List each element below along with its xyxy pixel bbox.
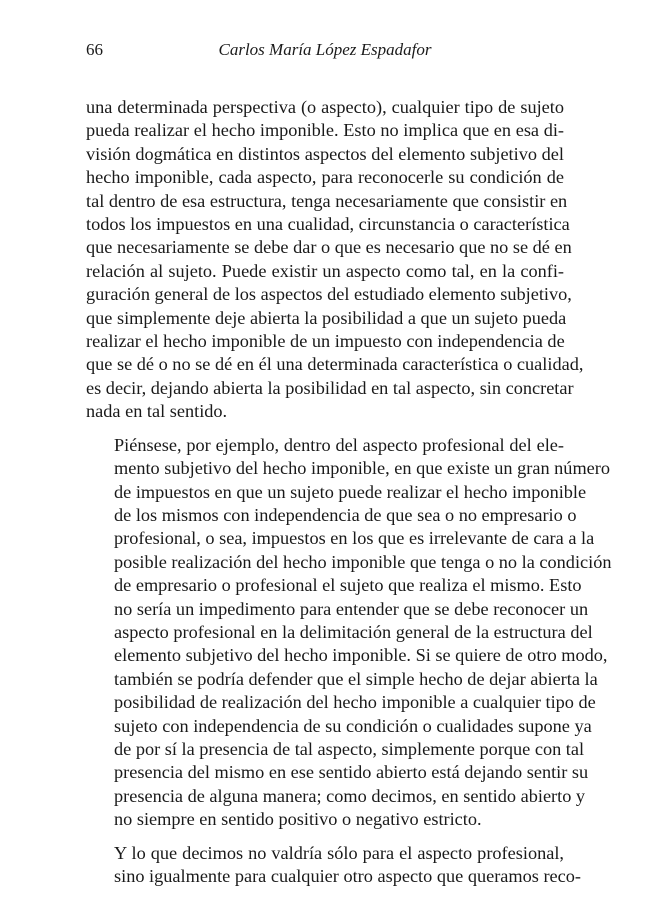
text-line: que se dé o no se dé en él una determinada característica o cualidad, [86, 354, 584, 375]
text-line: relación al sujeto. Puede existir un aspecto como tal, en la confi- [86, 260, 564, 281]
text-line: tal dentro de esa estructura, tenga necesariamente que consistir en [86, 190, 568, 211]
text-line: hecho imponible, cada aspecto, para reconocerle su condición de [86, 167, 564, 188]
text-line: de los mismos con independencia de que sea o no empresario o [114, 504, 577, 525]
body-text [86, 96, 612, 888]
text-line: de impuestos en que un sujeto puede realizar el hecho imponible [114, 481, 587, 502]
text-line: de empresario o profesional el sujeto que realiza el mismo. Esto [114, 575, 582, 596]
text-line: Y lo que decimos no valdría sólo para el aspecto profesional, [114, 842, 564, 863]
text-line: que simplemente deje abierta la posibilidad a que un sujeto pueda [86, 307, 567, 328]
running-header [86, 40, 564, 62]
text-line: no siempre en sentido positivo o negativo estricto. [114, 809, 482, 830]
text-line: de por sí la presencia de tal aspecto, simplemente porque con tal [114, 738, 585, 759]
text-line: que necesariamente se debe dar o que es necesario que no se dé en [86, 237, 572, 258]
text-line: elemento subjetivo del hecho imponible. Si se quiere de otro modo, [114, 645, 608, 666]
text-line: presencia del mismo en ese sentido abierto está dejando sentir su [114, 762, 589, 783]
text-line: presencia de alguna manera; como decimos, en sentido abierto y [114, 785, 586, 806]
text-line: aspecto profesional en la delimitación general de la estructura del [114, 621, 593, 642]
text-line: guración general de los aspectos del estudiado elemento subjetivo, [86, 284, 572, 305]
text-line: sino igualmente para cualquier otro aspecto que queramos reco- [114, 866, 582, 886]
text-line: es decir, dejando abierta la posibilidad en tal aspecto, sin concretar [86, 377, 574, 398]
page-number: 66 [86, 40, 103, 59]
text-line: todos los impuestos en una cualidad, circunstancia o característica [86, 214, 570, 235]
text-line: mento subjetivo del hecho imponible, en que existe un gran número [114, 458, 611, 479]
text-line: una determinada perspectiva (o aspecto), cualquier tipo de sujeto [86, 97, 564, 117]
text-line: profesional, o sea, impuestos en los que es irrelevante de cara a la [114, 528, 595, 549]
text-line: sujeto con independencia de su condición o cualidades supone ya [114, 715, 592, 736]
text-line: posibilidad de realización del hecho imponible a cualquier tipo de [114, 692, 596, 713]
text-line: pueda realizar el hecho imponible. Esto no implica que en esa di- [86, 120, 564, 141]
running-title: Carlos María López Espadafor [218, 40, 432, 59]
text-line: posible realización del hecho imponible que tenga o no la condición [114, 551, 612, 572]
text-line: Piénsese, por ejemplo, dentro del aspecto profesional del ele- [114, 434, 564, 455]
text-line: nada en tal sentido. [86, 401, 228, 422]
text-line: no sería un impedimento para entender que se debe reconocer un [114, 598, 589, 619]
paragraph-1 [86, 96, 584, 424]
text-line: visión dogmática en distintos aspectos del elemento subjetivo del [86, 143, 564, 164]
paragraph-3 [86, 842, 582, 889]
text-line: también se podría defender que el simple hecho de dejar abierta la [114, 668, 598, 689]
paragraph-2 [86, 434, 612, 832]
text-line: realizar el hecho imponible de un impuesto con independencia de [86, 331, 565, 352]
